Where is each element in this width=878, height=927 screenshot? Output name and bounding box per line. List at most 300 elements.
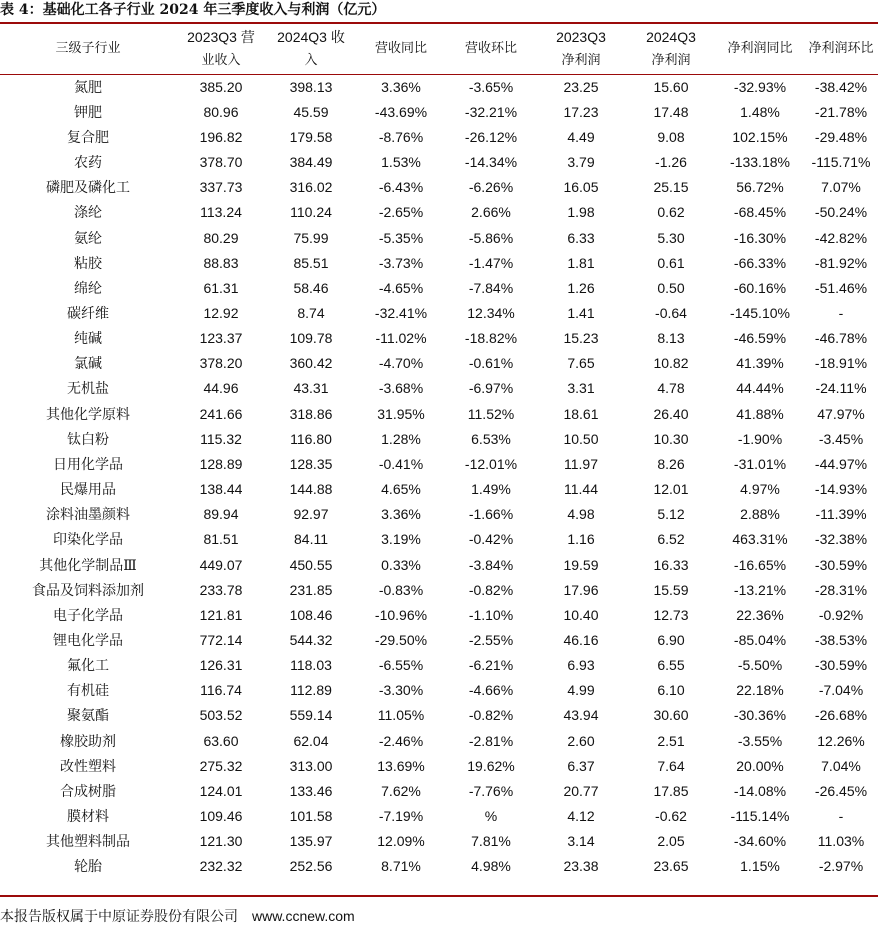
value-cell: -42.82% (814, 229, 868, 246)
value-cell: 1.98 (567, 204, 595, 221)
value-cell: -30.59% (814, 657, 868, 674)
value-cell: -4.70% (378, 355, 424, 372)
value-cell: -8.76% (378, 128, 424, 145)
value-cell: 108.46 (289, 606, 333, 623)
value-cell: 6.93 (567, 657, 595, 674)
subindustry-cell: 氯碱 (74, 356, 102, 373)
value-cell: 11.44 (564, 481, 598, 498)
header-divider (0, 74, 878, 75)
value-cell: 0.62 (657, 204, 685, 221)
value-cell: -32.21% (464, 103, 518, 120)
value-cell: 123.37 (199, 330, 243, 347)
value-cell: -24.11% (815, 380, 867, 397)
table-bottom-rule (0, 895, 878, 897)
subindustry-cell: 涤纶 (74, 205, 102, 222)
value-cell: 6.52 (657, 531, 685, 548)
value-cell: 7.81% (471, 833, 511, 850)
value-cell: -14.93% (814, 481, 868, 498)
value-cell: -21.78% (814, 103, 868, 120)
value-cell: -43.69% (374, 103, 428, 120)
value-cell: 15.23 (563, 330, 599, 347)
table-row (0, 854, 878, 879)
value-cell: -4.66% (468, 682, 514, 699)
value-cell: 313.00 (289, 757, 333, 774)
subindustry-cell: 日用化学品 (53, 456, 123, 473)
value-cell: 2.51 (657, 732, 685, 749)
value-cell: 4.12 (567, 808, 595, 825)
value-cell: 275.32 (199, 757, 243, 774)
value-cell: 62.04 (293, 732, 329, 749)
table-row (0, 275, 878, 300)
value-cell: -0.83% (378, 581, 424, 598)
value-cell: 385.20 (199, 78, 243, 95)
value-cell: -18.91% (814, 355, 868, 372)
value-cell: 8.26 (657, 455, 685, 472)
value-cell: 144.88 (289, 481, 333, 498)
value-cell: 16.05 (563, 179, 599, 196)
value-cell: 30.60 (653, 707, 689, 724)
value-cell: 11.97 (564, 455, 598, 472)
table-row (0, 502, 878, 527)
value-cell: -46.78% (814, 330, 868, 347)
header-profit-qoq: 净利润环比 (808, 41, 874, 56)
subindustry-cell: 印染化学品 (53, 532, 123, 549)
value-cell: 18.61 (563, 405, 599, 422)
value-cell: 2.60 (567, 732, 595, 749)
value-cell: 22.36% (736, 606, 784, 623)
subindustry-cell: 氨纶 (74, 230, 102, 247)
value-cell: 12.34% (467, 304, 515, 321)
value-cell: 109.78 (289, 330, 333, 347)
subindustry-cell: 钾肥 (74, 104, 102, 121)
value-cell: 378.20 (199, 355, 243, 372)
subindustry-cell: 民爆用品 (60, 482, 116, 499)
value-cell: -51.46% (814, 279, 868, 296)
value-cell: -44.97% (814, 455, 868, 472)
value-cell: 11.52% (467, 405, 515, 422)
value-cell: 179.58 (289, 128, 333, 145)
subindustry-cell: 复合肥 (67, 129, 109, 146)
header-revenue-qoq: 营收环比 (464, 41, 517, 56)
value-cell: -32.93% (733, 78, 787, 95)
value-cell: 58.46 (293, 279, 329, 296)
value-cell: 44.44% (736, 380, 784, 397)
value-cell: 23.65 (653, 858, 689, 875)
value-cell: 23.38 (563, 858, 599, 875)
value-cell: 5.12 (657, 506, 685, 523)
value-cell: -31.01% (733, 455, 787, 472)
value-cell: 92.97 (293, 506, 329, 523)
value-cell: 43.94 (563, 707, 599, 724)
value-cell: - (838, 304, 844, 321)
value-cell: 126.31 (199, 657, 243, 674)
value-cell: -3.55% (737, 732, 783, 749)
value-cell: 7.04% (821, 757, 861, 774)
value-cell: 7.64 (657, 757, 685, 774)
value-cell: % (484, 808, 498, 825)
value-cell: -115.71% (811, 154, 871, 171)
table-row (0, 829, 878, 854)
value-cell: 3.14 (567, 833, 595, 850)
value-cell: 2.05 (657, 833, 685, 850)
value-cell: 231.85 (289, 581, 333, 598)
value-cell: 26.40 (653, 405, 689, 422)
table-row (0, 74, 878, 99)
value-cell: 3.36% (381, 78, 421, 95)
value-cell: 1.15% (740, 858, 780, 875)
value-cell: 109.46 (199, 808, 243, 825)
table-row (0, 627, 878, 652)
header-revenue-2024q3: 2024Q3 收 入 (277, 29, 345, 68)
value-cell: -145.10% (730, 304, 790, 321)
subindustry-cell: 粘胶 (74, 255, 102, 272)
table-row (0, 477, 878, 502)
value-cell: -50.24% (814, 204, 868, 221)
table-row (0, 351, 878, 376)
value-cell: 15.59 (653, 581, 689, 598)
value-cell: 19.62% (467, 757, 515, 774)
subindustry-cell: 电子化学品 (53, 607, 123, 624)
subindustry-cell: 改性塑料 (60, 758, 116, 775)
value-cell: 17.96 (563, 581, 599, 598)
value-cell: -34.60% (733, 833, 787, 850)
value-cell: 3.79 (567, 154, 595, 171)
subindustry-cell: 涂料油墨颜料 (46, 507, 130, 524)
table-row (0, 426, 878, 451)
value-cell: 12.01 (653, 481, 689, 498)
value-cell: 45.59 (293, 103, 329, 120)
value-cell: -0.61% (468, 355, 514, 372)
value-cell: 6.37 (567, 757, 595, 774)
value-cell: 20.00% (736, 757, 784, 774)
value-cell: 1.41 (567, 304, 595, 321)
table-row (0, 703, 878, 728)
subindustry-cell: 磷肥及磷化工 (46, 180, 130, 197)
value-cell: -5.50% (737, 657, 783, 674)
value-cell: -12.01% (464, 455, 518, 472)
value-cell: 23.25 (563, 78, 599, 95)
value-cell: 44.96 (203, 380, 239, 397)
value-cell: 252.56 (289, 858, 333, 875)
value-cell: -26.68% (814, 707, 868, 724)
subindustry-cell: 膜材料 (67, 809, 109, 826)
value-cell: -14.34% (464, 154, 518, 171)
subindustry-cell: 氮肥 (74, 79, 102, 96)
value-cell: 1.16 (567, 531, 595, 548)
value-cell: -5.86% (468, 229, 514, 246)
value-cell: 196.82 (199, 128, 243, 145)
value-cell: 1.49% (471, 481, 511, 498)
value-cell: -7.04% (818, 682, 864, 699)
table-row (0, 401, 878, 426)
value-cell: 43.31 (293, 380, 329, 397)
value-cell: 6.33 (567, 229, 595, 246)
value-cell: 116.80 (290, 430, 332, 447)
value-cell: -26.45% (814, 782, 868, 799)
subindustry-cell: 纯碱 (74, 331, 102, 348)
subindustry-cell: 有机硅 (67, 683, 109, 700)
value-cell: 84.11 (294, 531, 328, 548)
value-cell: 1.26 (567, 279, 595, 296)
value-cell: -115.14% (730, 808, 790, 825)
value-cell: 101.58 (289, 808, 333, 825)
value-cell: 6.90 (657, 632, 685, 649)
value-cell: 17.23 (563, 103, 599, 120)
value-cell: -6.26% (468, 179, 514, 196)
value-cell: -30.36% (733, 707, 787, 724)
value-cell: -3.30% (378, 682, 424, 699)
subindustry-cell: 食品及饲料添加剂 (32, 582, 144, 599)
value-cell: 102.15% (732, 128, 788, 145)
value-cell: 15.60 (653, 78, 689, 95)
value-cell: -2.46% (378, 732, 424, 749)
value-cell: 6.55 (657, 657, 685, 674)
value-cell: 88.83 (203, 254, 239, 271)
subindustry-cell: 钛白粉 (67, 431, 109, 448)
table-row (0, 602, 878, 627)
value-cell: 75.99 (293, 229, 329, 246)
value-cell: 41.39% (736, 355, 784, 372)
value-cell: 13.69% (377, 757, 425, 774)
value-cell: -68.45% (733, 204, 787, 221)
value-cell: 56.72% (736, 179, 784, 196)
table-row (0, 225, 878, 250)
table-row (0, 376, 878, 401)
value-cell: 449.07 (199, 556, 243, 573)
value-cell: 10.40 (563, 606, 599, 623)
value-cell: 121.30 (199, 833, 243, 850)
header-profit-2023q3: 2023Q3 净利润 (556, 29, 606, 68)
table-body (0, 74, 878, 879)
value-cell: -18.82% (464, 330, 518, 347)
value-cell: -0.64 (655, 304, 687, 321)
value-cell: 3.19% (381, 531, 421, 548)
value-cell: 8.74 (297, 304, 325, 321)
value-cell: -1.10% (468, 606, 514, 623)
value-cell: -28.31% (814, 581, 868, 598)
table-row (0, 728, 878, 753)
header-revenue-yoy: 营收同比 (374, 41, 427, 56)
value-cell: 81.51 (203, 531, 239, 548)
website-link[interactable]: www.ccnew.com (252, 908, 355, 924)
table-row (0, 149, 878, 174)
value-cell: 12.73 (653, 606, 689, 623)
table-row (0, 124, 878, 149)
value-cell: -11.02% (375, 330, 427, 347)
subindustry-cell: 氟化工 (67, 658, 109, 675)
value-cell: -10.96% (374, 606, 428, 623)
value-cell: 17.85 (653, 782, 689, 799)
value-cell: 61.31 (203, 279, 239, 296)
value-cell: 133.46 (289, 782, 333, 799)
table-row (0, 527, 878, 552)
value-cell: -30.59% (814, 556, 868, 573)
value-cell: 128.35 (289, 455, 333, 472)
value-cell: -29.50% (374, 632, 428, 649)
value-cell: 337.73 (199, 179, 243, 196)
value-cell: -0.82% (468, 581, 514, 598)
value-cell: -38.53% (814, 632, 868, 649)
value-cell: 360.42 (289, 355, 333, 372)
value-cell: -26.12% (464, 128, 518, 145)
value-cell: 31.95% (377, 405, 425, 422)
subindustry-cell: 轮胎 (74, 859, 102, 876)
value-cell: -5.35% (378, 229, 424, 246)
value-cell: -2.97% (818, 858, 864, 875)
value-cell: 7.65 (567, 355, 595, 372)
value-cell: 6.10 (657, 682, 685, 699)
value-cell: 4.65% (381, 481, 421, 498)
value-cell: 17.48 (653, 103, 689, 120)
value-cell: 19.59 (563, 556, 599, 573)
table-row (0, 300, 878, 325)
value-cell: -1.66% (468, 506, 514, 523)
table-row (0, 200, 878, 225)
value-cell: -133.18% (730, 154, 790, 171)
subindustry-cell: 无机盐 (67, 381, 109, 398)
value-cell: -2.81% (468, 732, 514, 749)
value-cell: -38.42% (814, 78, 868, 95)
value-cell: 559.14 (289, 707, 333, 724)
header-revenue-2023q3: 2023Q3 营 业收入 (187, 29, 255, 68)
table-caption: 表 4：基础化工各子行业 2024 年三季度收入与利润（亿元） (0, 2, 386, 18)
value-cell: 0.33% (381, 556, 421, 573)
value-cell: 233.78 (199, 581, 243, 598)
value-cell: 232.32 (199, 858, 243, 875)
value-cell: 4.78 (657, 380, 685, 397)
value-cell: -4.65% (378, 279, 424, 296)
header-row (0, 24, 878, 74)
value-cell: 8.13 (657, 330, 685, 347)
table-row (0, 99, 878, 124)
value-cell: -16.30% (733, 229, 787, 246)
value-cell: 4.99 (567, 682, 595, 699)
report-footer (0, 906, 355, 926)
value-cell: 1.81 (567, 254, 595, 271)
value-cell: -0.41% (378, 455, 424, 472)
table-row (0, 577, 878, 602)
value-cell: -1.26 (655, 154, 687, 171)
value-cell: -3.68% (378, 380, 424, 397)
value-cell: 241.66 (199, 405, 243, 422)
value-cell: 398.13 (289, 78, 333, 95)
value-cell: -7.76% (468, 782, 514, 799)
subindustry-cell: 锂电化学品 (53, 633, 123, 650)
table-row (0, 778, 878, 803)
value-cell: 4.98% (471, 858, 511, 875)
value-cell: -85.04% (733, 632, 787, 649)
value-cell: 544.32 (289, 632, 333, 649)
subindustry-cell: 农药 (74, 155, 102, 172)
value-cell: -0.42% (468, 531, 514, 548)
subindustry-cell: 橡胶助剂 (60, 733, 116, 750)
value-cell: 2.66% (471, 204, 511, 221)
subindustry-cell: 绵纶 (74, 280, 102, 297)
value-cell: 450.55 (289, 556, 333, 573)
value-cell: 115.32 (200, 430, 242, 447)
value-cell: 7.62% (381, 782, 421, 799)
value-cell: 41.88% (736, 405, 784, 422)
value-cell: - (838, 808, 844, 825)
table-row (0, 804, 878, 829)
value-cell: 47.97% (817, 405, 865, 422)
value-cell: -29.48% (814, 128, 868, 145)
value-cell: -81.92% (814, 254, 868, 271)
value-cell: 384.49 (289, 154, 333, 171)
value-cell: 89.94 (203, 506, 239, 523)
value-cell: -6.21% (468, 657, 514, 674)
value-cell: 1.28% (381, 430, 421, 447)
value-cell: -2.55% (468, 632, 514, 649)
subindustry-cell: 其他化学原料 (46, 406, 130, 423)
value-cell: 8.71% (381, 858, 421, 875)
value-cell: -3.84% (468, 556, 514, 573)
value-cell: -16.65% (733, 556, 787, 573)
value-cell: -7.19% (378, 808, 424, 825)
value-cell: 124.01 (199, 782, 243, 799)
value-cell: 138.44 (199, 481, 243, 498)
value-cell: -32.41% (374, 304, 428, 321)
value-cell: 318.86 (289, 405, 333, 422)
value-cell: 772.14 (199, 632, 243, 649)
value-cell: -1.47% (468, 254, 514, 271)
table-row (0, 175, 878, 200)
value-cell: 16.33 (653, 556, 689, 573)
value-cell: 463.31% (732, 531, 788, 548)
value-cell: 378.70 (199, 154, 243, 171)
value-cell: 2.88% (740, 506, 780, 523)
value-cell: -6.97% (468, 380, 514, 397)
value-cell: 12.09% (377, 833, 425, 850)
value-cell: 10.82 (653, 355, 689, 372)
table-row (0, 250, 878, 275)
value-cell: 4.97% (740, 481, 780, 498)
industry-revenue-profit-table (0, 24, 878, 879)
value-cell: 4.49 (567, 128, 595, 145)
subindustry-cell: 其他塑料制品 (46, 834, 130, 851)
value-cell: 10.50 (563, 430, 599, 447)
subindustry-cell: 聚氨酯 (67, 708, 109, 725)
value-cell: -14.08% (733, 782, 787, 799)
value-cell: 1.48% (740, 103, 780, 120)
value-cell: -46.59% (733, 330, 787, 347)
value-cell: -66.33% (733, 254, 787, 271)
value-cell: -0.92% (818, 606, 864, 623)
value-cell: 3.36% (381, 506, 421, 523)
value-cell: -0.62 (655, 808, 687, 825)
value-cell: 112.89 (290, 682, 332, 699)
subindustry-cell: 碳纤维 (67, 305, 109, 322)
value-cell: 10.30 (653, 430, 689, 447)
table-row (0, 326, 878, 351)
header-profit-2024q3: 2024Q3 净利润 (646, 29, 696, 68)
value-cell: 25.15 (653, 179, 689, 196)
value-cell: -2.65% (378, 204, 424, 221)
table-row (0, 653, 878, 678)
table-row (0, 678, 878, 703)
value-cell: 11.03% (817, 833, 865, 850)
value-cell: 110.24 (290, 204, 332, 221)
value-cell: -3.45% (818, 430, 864, 447)
value-cell: 121.81 (199, 606, 243, 623)
value-cell: 7.07% (821, 179, 861, 196)
value-cell: 3.31 (567, 380, 595, 397)
value-cell: 12.26% (817, 732, 865, 749)
value-cell: -6.55% (378, 657, 424, 674)
value-cell: 0.50 (657, 279, 685, 296)
value-cell: 9.08 (657, 128, 685, 145)
copyright-text: 本报告版权属于中原证券股份有限公司 (0, 909, 238, 925)
